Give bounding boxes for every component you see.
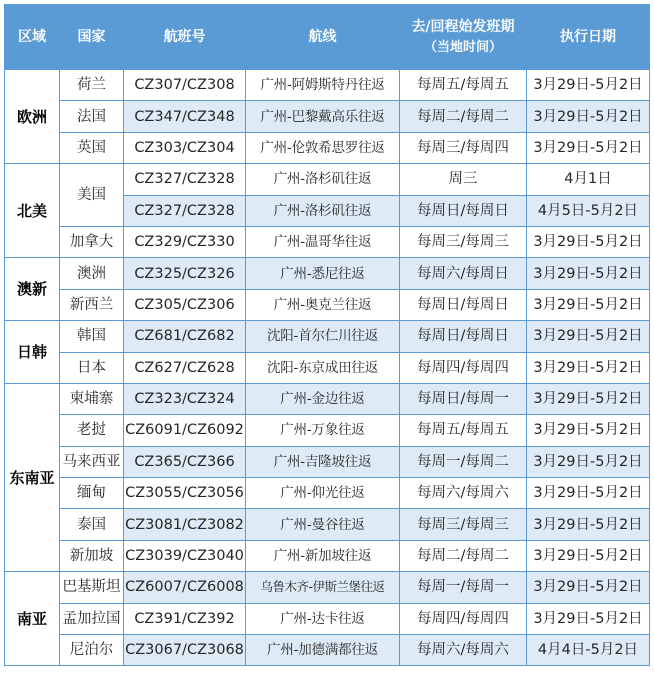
route-cell: 沈阳-首尔仁川往返 — [246, 321, 400, 352]
schedule-cell: 每周五/每周五 — [400, 415, 527, 446]
route-cell: 广州-新加坡往返 — [246, 540, 400, 571]
country-cell: 柬埔寨 — [60, 383, 124, 414]
dates-cell: 3月29日-5月2日 — [527, 258, 650, 289]
country-cell: 荷兰 — [60, 70, 124, 101]
route-cell: 广州-加德满都往返 — [246, 635, 400, 666]
flight-number-cell: CZ6091/CZ6092 — [124, 415, 246, 446]
table-row — [5, 478, 650, 509]
schedule-cell: 每周六/每周六 — [400, 635, 527, 666]
dates-cell: 4月1日 — [527, 164, 650, 195]
table-row — [5, 321, 650, 352]
country-cell: 尼泊尔 — [60, 635, 124, 666]
table-row — [5, 164, 650, 195]
route-cell: 广州-仰光往返 — [246, 478, 400, 509]
flight-number-cell: CZ329/CZ330 — [124, 226, 246, 257]
flight-number-cell: CZ3039/CZ3040 — [124, 540, 246, 571]
schedule-cell: 每周日/每周日 — [400, 321, 527, 352]
schedule-cell: 每周日/每周一 — [400, 383, 527, 414]
flight-schedule — [4, 4, 650, 666]
schedule-cell: 每周四/每周四 — [400, 352, 527, 383]
table-row — [5, 635, 650, 666]
region-cell-oceania: 澳新 — [5, 258, 60, 321]
table-row — [5, 101, 650, 132]
header-flight-number: 航班号 — [124, 5, 246, 70]
schedule-cell: 每周三/每周四 — [400, 132, 527, 163]
dates-cell: 4月5日-5月2日 — [527, 195, 650, 226]
dates-cell: 3月29日-5月2日 — [527, 383, 650, 414]
route-cell: 乌鲁木齐-伊斯兰堡往返 — [246, 572, 400, 603]
country-cell: 新西兰 — [60, 289, 124, 320]
schedule-cell: 每周日/每周日 — [400, 289, 527, 320]
header-schedule-note: （当地时间） — [423, 39, 502, 55]
table-row — [5, 509, 650, 540]
flight-number-cell: CZ325/CZ326 — [124, 258, 246, 289]
header-dates: 执行日期 — [527, 5, 650, 70]
region-cell-europe: 欧洲 — [5, 70, 60, 164]
schedule-cell: 每周六/每周日 — [400, 258, 527, 289]
table-row — [5, 415, 650, 446]
country-cell: 老挝 — [60, 415, 124, 446]
schedule-cell: 每周四/每周四 — [400, 603, 527, 634]
route-cell: 广州-万象往返 — [246, 415, 400, 446]
flight-number-cell: CZ681/CZ682 — [124, 321, 246, 352]
route-cell: 广州-悉尼往返 — [246, 258, 400, 289]
flight-number-cell: CZ365/CZ366 — [124, 446, 246, 477]
schedule-cell: 每周一/每周二 — [400, 446, 527, 477]
dates-cell: 3月29日-5月2日 — [527, 101, 650, 132]
table-row — [5, 70, 650, 101]
flight-number-cell: CZ305/CZ306 — [124, 289, 246, 320]
route-cell: 沈阳-东京成田往返 — [246, 352, 400, 383]
route-cell: 广州-曼谷往返 — [246, 509, 400, 540]
country-cell: 美国 — [60, 164, 124, 227]
flight-number-cell: CZ391/CZ392 — [124, 603, 246, 634]
country-cell: 加拿大 — [60, 226, 124, 257]
region-cell-south-asia: 南亚 — [5, 572, 60, 666]
flight-number-cell: CZ627/CZ628 — [124, 352, 246, 383]
country-cell: 缅甸 — [60, 478, 124, 509]
flight-number-cell: CZ327/CZ328 — [124, 164, 246, 195]
schedule-cell: 每周二/每周二 — [400, 540, 527, 571]
dates-cell: 3月29日-5月2日 — [527, 70, 650, 101]
header-schedule-title: 去/回程始发班期 — [411, 18, 515, 35]
country-cell: 巴基斯坦 — [60, 572, 124, 603]
header-route: 航线 — [246, 5, 400, 70]
dates-cell: 3月29日-5月2日 — [527, 321, 650, 352]
route-cell: 广州-金边往返 — [246, 383, 400, 414]
schedule-cell: 每周一/每周一 — [400, 572, 527, 603]
country-cell: 孟加拉国 — [60, 603, 124, 634]
table-row — [5, 132, 650, 163]
dates-cell: 3月29日-5月2日 — [527, 446, 650, 477]
dates-cell: 3月29日-5月2日 — [527, 540, 650, 571]
dates-cell: 3月29日-5月2日 — [527, 352, 650, 383]
route-cell: 广州-奥克兰往返 — [246, 289, 400, 320]
flight-number-cell: CZ307/CZ308 — [124, 70, 246, 101]
dates-cell: 3月29日-5月2日 — [527, 289, 650, 320]
country-cell: 澳洲 — [60, 258, 124, 289]
route-cell: 广州-温哥华往返 — [246, 226, 400, 257]
region-cell-north-america: 北美 — [5, 164, 60, 258]
dates-cell: 3月29日-5月2日 — [527, 572, 650, 603]
header-row — [5, 5, 650, 70]
dates-cell: 3月29日-5月2日 — [527, 132, 650, 163]
flight-schedule-table — [4, 4, 650, 666]
country-cell: 马来西亚 — [60, 446, 124, 477]
flight-number-cell: CZ347/CZ348 — [124, 101, 246, 132]
schedule-cell: 每周三/每周三 — [400, 226, 527, 257]
schedule-cell: 每周六/每周六 — [400, 478, 527, 509]
flight-number-cell: CZ6007/CZ6008 — [124, 572, 246, 603]
table-row — [5, 446, 650, 477]
table-row — [5, 383, 650, 414]
route-cell: 广州-吉隆坡往返 — [246, 446, 400, 477]
flight-number-cell: CZ3081/CZ3082 — [124, 509, 246, 540]
region-cell-japan-korea: 日韩 — [5, 321, 60, 384]
schedule-cell: 周三 — [400, 164, 527, 195]
dates-cell: 4月4日-5月2日 — [527, 635, 650, 666]
header-country: 国家 — [60, 5, 124, 70]
flight-number-cell: CZ303/CZ304 — [124, 132, 246, 163]
table-row — [5, 540, 650, 571]
route-cell: 广州-伦敦希思罗往返 — [246, 132, 400, 163]
table-row — [5, 226, 650, 257]
country-cell: 韩国 — [60, 321, 124, 352]
country-cell: 英国 — [60, 132, 124, 163]
dates-cell: 3月29日-5月2日 — [527, 509, 650, 540]
route-cell: 广州-洛杉矶往返 — [246, 195, 400, 226]
table-row — [5, 352, 650, 383]
table-row — [5, 289, 650, 320]
dates-cell: 3月29日-5月2日 — [527, 226, 650, 257]
table-row — [5, 572, 650, 603]
country-cell: 泰国 — [60, 509, 124, 540]
flight-number-cell: CZ327/CZ328 — [124, 195, 246, 226]
table-row — [5, 258, 650, 289]
header-schedule — [400, 5, 527, 70]
route-cell: 广州-洛杉矶往返 — [246, 164, 400, 195]
flight-number-cell: CZ323/CZ324 — [124, 383, 246, 414]
table-row — [5, 603, 650, 634]
country-cell: 日本 — [60, 352, 124, 383]
schedule-cell: 每周二/每周二 — [400, 101, 527, 132]
schedule-cell: 每周五/每周五 — [400, 70, 527, 101]
schedule-cell: 每周三/每周三 — [400, 509, 527, 540]
country-cell: 新加坡 — [60, 540, 124, 571]
flight-number-cell: CZ3067/CZ3068 — [124, 635, 246, 666]
header-region: 区域 — [5, 5, 60, 70]
dates-cell: 3月29日-5月2日 — [527, 603, 650, 634]
dates-cell: 3月29日-5月2日 — [527, 478, 650, 509]
route-cell: 广州-达卡往返 — [246, 603, 400, 634]
route-cell: 广州-巴黎戴高乐往返 — [246, 101, 400, 132]
schedule-cell: 每周日/每周日 — [400, 195, 527, 226]
dates-cell: 3月29日-5月2日 — [527, 415, 650, 446]
country-cell: 法国 — [60, 101, 124, 132]
flight-number-cell: CZ3055/CZ3056 — [124, 478, 246, 509]
region-cell-southeast-asia: 东南亚 — [5, 383, 60, 571]
route-cell: 广州-阿姆斯特丹往返 — [246, 70, 400, 101]
